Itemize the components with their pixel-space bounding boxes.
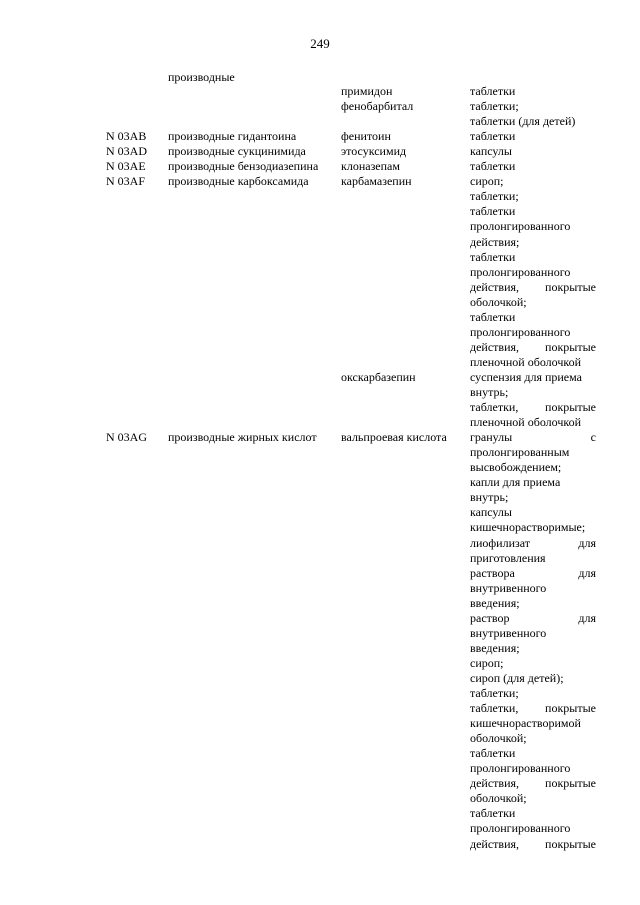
dosage-form: пролонгированного (470, 761, 571, 776)
dosage-form: капсулы (470, 505, 512, 520)
dosage-form: капли для приема (470, 475, 561, 490)
dosage-form: высвобождением; (470, 460, 562, 475)
dosage-form: приготовления (470, 550, 546, 565)
dosage-form: капсулы (470, 144, 512, 159)
atc-code: N 03AG (106, 430, 147, 445)
dosage-form: таблетки; (470, 189, 519, 204)
dosage-form: внутривенного (470, 625, 547, 640)
dosage-form: пленочной оболочкой (470, 354, 582, 369)
dosage-form: таблетки; (470, 686, 519, 700)
dosage-form: таблетки (470, 806, 516, 821)
dosage-form: оболочкой; (470, 791, 527, 806)
dosage-form: пленочной оболочкой (470, 415, 582, 430)
dosage-form: оболочкой; (470, 294, 527, 309)
dosage-form: таблетки (470, 129, 516, 144)
dosage-form: лиофилизат для (470, 535, 596, 550)
dosage-form: действия, покрытые (470, 339, 596, 354)
dosage-form: пролонгированного (470, 324, 571, 339)
dosage-form: действия, покрытые (470, 279, 596, 294)
dosage-form: таблетки (470, 746, 516, 761)
dosage-form: таблетки (470, 84, 516, 98)
dosage-form: кишечнорастворимой (470, 716, 581, 731)
dosage-form: таблетки; (470, 99, 519, 114)
drug-name: клоназепам (341, 159, 400, 174)
atc-code: N 03AD (106, 144, 147, 159)
page-number: 249 (310, 36, 330, 51)
dosage-form: раствор для (470, 610, 596, 625)
dosage-form: действия, покрытые (470, 776, 596, 791)
atc-code: N 03AF (106, 174, 146, 189)
group-name: производные гидантоина (168, 129, 297, 144)
dosage-form: таблетки (470, 309, 516, 324)
dosage-form: внутрь; (470, 385, 509, 399)
drug-name: примидон (341, 84, 393, 98)
dosage-form: таблетки (470, 159, 516, 174)
dosage-form: действия; (470, 234, 520, 249)
dosage-form: таблетки (для детей) (470, 114, 576, 129)
dosage-form: пролонгированного (470, 219, 571, 234)
atc-code: N 03AE (106, 159, 146, 174)
dosage-form: пролонгированным (470, 445, 570, 460)
dosage-form: пролонгированного (470, 264, 571, 279)
dosage-form: кишечнорастворимые; (470, 520, 586, 535)
drug-name: карбамазепин (341, 174, 412, 189)
atc-code: N 03AB (106, 129, 147, 144)
dosage-form: таблетки, покрытые (470, 400, 596, 415)
dosage-form: оболочкой; (470, 731, 527, 746)
drug-name: фенитоин (341, 129, 391, 144)
group-name: производные жирных кислот (168, 430, 317, 445)
dosage-form: суспензия для приема (470, 369, 582, 384)
dosage-form: введения; (470, 595, 520, 610)
dosage-form: внутривенного (470, 580, 547, 595)
drug-name: окскарбазепин (341, 369, 416, 384)
drug-name: фенобарбитал (341, 99, 414, 114)
dosage-form: сироп; (470, 174, 504, 189)
dosage-form: пролонгированного (470, 821, 571, 836)
group-name: производные сукцинимида (168, 144, 306, 159)
dosage-form: раствора для (470, 565, 596, 580)
dosage-form: действия, покрытые (470, 836, 596, 851)
dosage-form: таблетки, покрытые (470, 701, 596, 716)
drug-name: вальпроевая кислота (341, 430, 447, 445)
drug-name: этосуксимид (341, 144, 407, 159)
dosage-form: таблетки (470, 204, 516, 219)
dosage-form: сироп (для детей); (470, 670, 564, 685)
dosage-form: введения; (470, 640, 520, 655)
group-name: производные карбоксамида (168, 174, 309, 189)
group-label-continued: производные (168, 70, 235, 84)
group-name: производные бензодиазепина (168, 159, 319, 174)
dosage-form: таблетки (470, 249, 516, 264)
dosage-form: гранулы с (470, 430, 596, 445)
dosage-form: внутрь; (470, 490, 509, 505)
dosage-form: сироп; (470, 655, 504, 670)
